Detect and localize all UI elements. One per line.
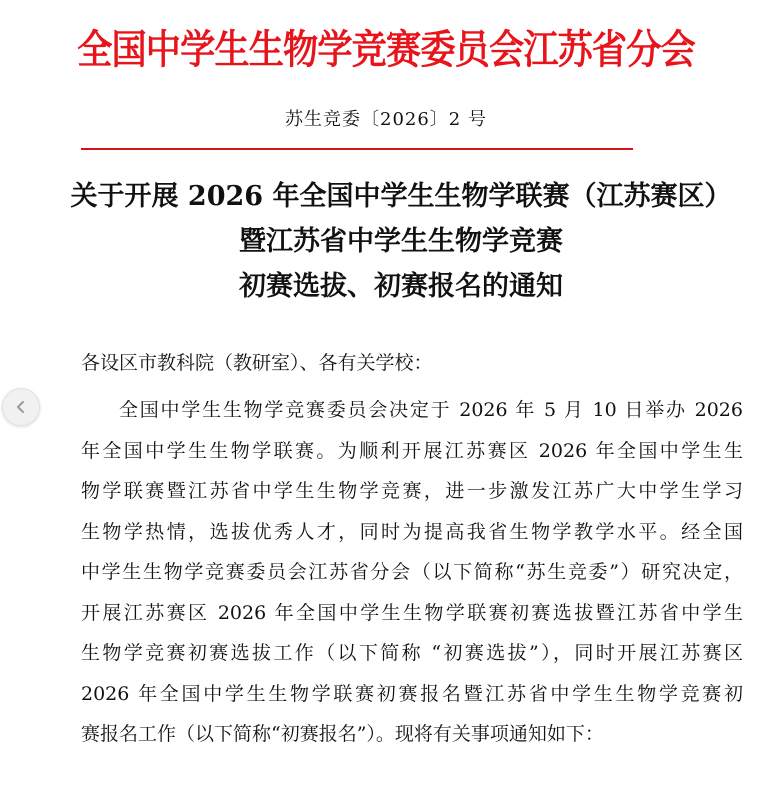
title-line: 初赛选拔、初赛报名的通知 (239, 271, 563, 302)
body-line: 物学联赛暨江苏省中学生生物学竞赛，进一步激发江苏广大中学生学习 (81, 480, 743, 502)
title-line: 关于开展 2026 年全国中学生生物学联赛（江苏赛区） (70, 181, 732, 212)
body-line: 生物学热情，选拔优秀人才，同时为提高我省生物学教学水平。经全国 (81, 520, 743, 543)
body-line: 开展江苏赛区 2026 年全国中学生生物学联赛初赛选拔暨江苏省中学生 (81, 601, 743, 624)
notice-title (60, 174, 742, 309)
body-line: 2026 年全国中学生生物学联赛初赛报名暨江苏省中学生生物学竞赛初 (81, 682, 743, 705)
body-line: 全国中学生生物学竞赛委员会决定于 2026 年 5 月 10 日举办 2026 (119, 399, 743, 421)
body-line: 中学生生物学竞赛委员会江苏省分会（以下简称“苏生竞委”）研究决定， (81, 561, 743, 583)
body-line: 赛报名工作（以下简称“初赛报名”）。现将有关事项通知如下： (81, 723, 604, 745)
body-paragraph (81, 390, 743, 755)
previous-page-button[interactable] (2, 388, 40, 426)
body-line: 年全国中学生生物学联赛。为顺利开展江苏赛区 2026 年全国中学生生 (81, 439, 743, 462)
organization-header: 全国中学生生物学竞赛委员会江苏省分会 (77, 26, 695, 73)
salutation: 各设区市教科院（教研室）、各有关学校： (81, 352, 433, 374)
title-line: 暨江苏省中学生生物学竞赛 (239, 226, 563, 257)
document-number: 苏生竞委〔2026〕2 号 (285, 109, 487, 130)
red-divider-line (81, 148, 633, 150)
chevron-left-icon (14, 400, 28, 414)
body-line: 生物学竞赛初赛选拔工作（以下简称 “初赛选拔”），同时开展江苏赛区 (81, 642, 743, 664)
